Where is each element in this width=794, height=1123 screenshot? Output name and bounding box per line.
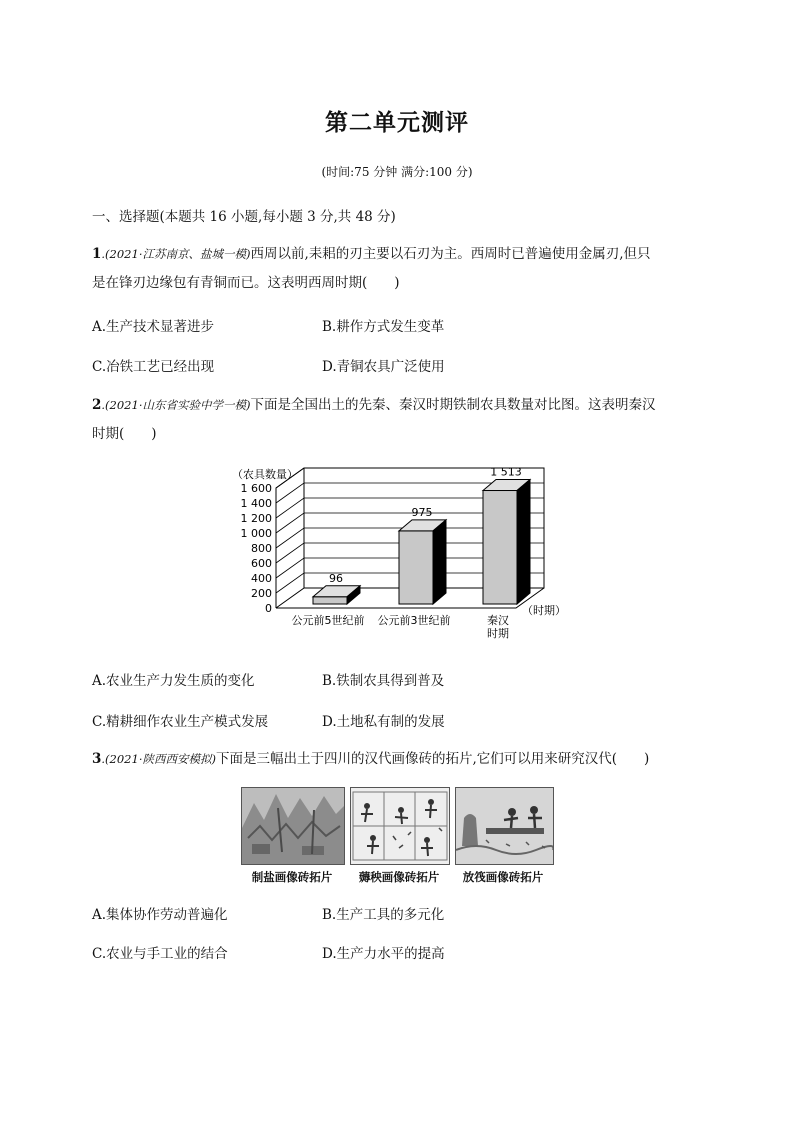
y-axis-label: （农具数量）: [232, 468, 298, 481]
data-label: 975: [411, 505, 433, 519]
question-text-line2: 时期( ): [92, 426, 157, 442]
q3-option-a[interactable]: A.集体协作劳动普遍化: [92, 907, 228, 923]
x-axis-label: （时期）: [522, 604, 566, 617]
question-number: 3: [92, 751, 102, 767]
bar-side: [517, 480, 530, 604]
question-source: .(2021·江苏南京、盐城一模): [101, 247, 251, 261]
q1-option-a[interactable]: A.生产技术显著进步: [92, 319, 215, 335]
y-tick-label: 600: [251, 557, 272, 570]
question-text-line1: 西周以前,耒耜的刃主要以石刃为主。西周时已普遍使用金属刃,但只: [250, 246, 651, 262]
q1-option-c[interactable]: C.冶铁工艺已经出现: [92, 359, 215, 375]
x-tick-label: 公元前3世纪前: [377, 614, 451, 627]
caption-salt-making: 制盐画像砖拓片: [251, 870, 333, 884]
bar-front: [483, 491, 517, 604]
rice-weeding-rubbing-image: [350, 787, 450, 865]
question-number: 2: [92, 397, 102, 413]
q2-option-d[interactable]: D.土地私有制的发展: [322, 714, 445, 730]
y-tick-label: 200: [251, 587, 272, 600]
question-1: [92, 240, 702, 298]
caption-rafting: 放筏画像砖拓片: [462, 870, 544, 884]
question-text-line1: 下面是全国出土的先秦、秦汉时期铁制农具数量对比图。这表明秦汉: [250, 397, 656, 413]
y-tick-label: 1 600: [240, 482, 272, 495]
x-tick-label: 秦汉: [487, 614, 509, 627]
bar-front: [313, 597, 347, 604]
q3-option-c[interactable]: C.农业与手工业的结合: [92, 946, 228, 962]
caption-rice-weeding: 薅秧画像砖拓片: [358, 870, 440, 884]
bar-side: [433, 520, 446, 604]
y-tick-label: 400: [251, 572, 272, 585]
question-3: [92, 745, 702, 774]
x-tick-label: 公元前5世纪前: [291, 614, 365, 627]
bar-chart: [230, 460, 570, 650]
data-label: 1 513: [490, 465, 522, 479]
question-number: 1: [92, 246, 102, 262]
q3-option-d[interactable]: D.生产力水平的提高: [322, 946, 445, 962]
question-source: .(2021·山东省实验中学一模): [101, 398, 251, 412]
q2-option-a[interactable]: A.农业生产力发生质的变化: [92, 673, 255, 689]
q3-option-b[interactable]: B.生产工具的多元化: [322, 907, 445, 923]
salt-making-rubbing-image: [241, 787, 345, 865]
q1-option-b[interactable]: B.耕作方式发生变革: [322, 319, 445, 335]
y-tick-label: 1 400: [240, 497, 272, 510]
section-heading: 一、选择题(本题共 16 小题,每小题 3 分,共 48 分): [92, 209, 396, 225]
question-2: [92, 391, 702, 449]
exam-meta: (时间:75 分钟 满分:100 分): [321, 165, 473, 179]
y-tick-label: 1 000: [240, 527, 272, 540]
q1-option-d[interactable]: D.青铜农具广泛使用: [322, 359, 445, 375]
page-title: 第二单元测评: [325, 110, 469, 136]
question-text-line2: 是在锋刃边缘包有青铜而已。这表明西周时期( ): [92, 275, 400, 291]
x-tick-label: 时期: [487, 627, 509, 640]
rafting-rubbing-image: [455, 787, 554, 865]
data-label: 96: [329, 571, 343, 585]
q2-option-b[interactable]: B.铁制农具得到普及: [322, 673, 445, 689]
question-text-line1: 下面是三幅出土于四川的汉代画像砖的拓片,它们可以用来研究汉代( ): [215, 751, 650, 767]
y-tick-label: 1 200: [240, 512, 272, 525]
y-tick-label: 0: [265, 602, 272, 615]
q2-option-c[interactable]: C.精耕细作农业生产模式发展: [92, 714, 269, 730]
y-tick-label: 800: [251, 542, 272, 555]
bar-front: [399, 531, 433, 604]
question-source: .(2021·陕西西安模拟): [101, 752, 216, 766]
